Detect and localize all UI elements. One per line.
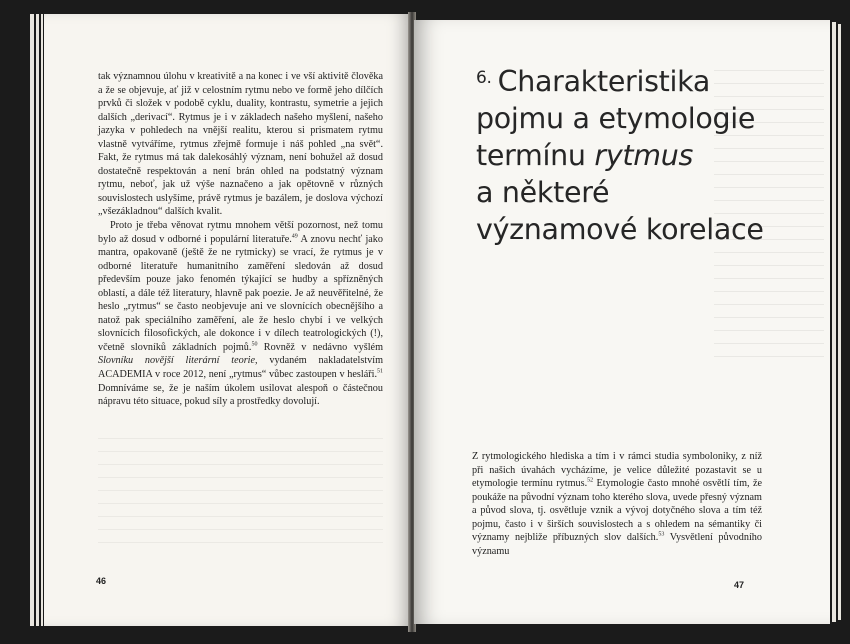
- paragraph: Proto je třeba věnovat rytmu mnohem větší pozornost, než tomu bylo až dosud v odborné i populární literatuře.$^{49}$ A znovu nechť jako mantra, opakovaně (ještě že ne rytmicky) se vrací, že rytmus je v odborné literatuře humanitního zaměření sledován až dosud především pouze jako fenomén týkající se hudby a spřízněných oblastí, a dále též literatury, hlavně pak poezie. Je až neuvěřitelné, že heslo „rytmus“ se často neobjevuje ani ve slovnících obecnějšího a natož pak speciálního zaměření, ale že heslo chybí i ve velkých slovnících filosofických, ale dokonce i v dílech teatrologických (!), včetně slovníků základních pojmů.$^{50}$ Rovněž v nedávno vyšlém Slovníku novější literární teorie, vydaném nakladatelstvím ACADEMIA v roce 2012, není „rytmus“ vůbec zastoupen v hesláři.$^{51}$ Domníváme se, že je naším úkolem usilovat alespoň o částečnou nápravu této situace, pokud síly a prostředky dovolují.: [98, 220, 384, 408]
- page-edge: [30, 14, 34, 626]
- paragraph: Z rytmologického hlediska a tím i v rámci studia symboloniky, z níž při našich úvahách vycházíme, je velice důležité pozastavit se u etymologie termínu rytmus.$^{52}$ Etymologie často mnohé osvětlí tím, že poukáže na původní význam toho kterého slova, uvede přesný význam a původ slova, tj. osvětluje vznik a vývoj dotyčného slova a tím též pojmu, často i v širších souvislostech a s ohledem na sémantiky či významy nejbliže příbuzných slov dalších.$^{53}$ Vysvětlení původního významu: [472, 451, 762, 557]
- left-body-text: [98, 70, 383, 409]
- page-edge: [41, 14, 43, 626]
- paragraph: tak významnou úlohu v kreativitě a na konec i ve vší aktivitě člověka a že se objevuje, ať již v celostním rytmu nebo ve formě jeho dílčích prvků či složek v podobě cyklu, duality, kontrastu, symetrie a jejich dalších „derivací“. Rytmus je i v základech našeho myšlení, našeho jazyka v pohledech na vnější realitu, kterou si prismatem rytmu vlastně vytváříme, rytmus zřejmě formuje i náš pohled „na svět“. Fakt, že rytmus má tak dalekosáhlý význam, není bohužel až dosud dostatečně respektován a není brán ohled na podstatný význam rytmu, neboť, jak už výše naznačeno a jak opětovně v různých souvislostech uslyšíme, právě rytmus je bazálem, je doslova výchozí „všezákladnou“ dalších kvalit.: [98, 71, 383, 218]
- page-number: 47: [734, 580, 745, 590]
- page-edge: [832, 22, 836, 622]
- footnote-ref: 50: [251, 341, 258, 348]
- heading-term: rytmus: [594, 139, 694, 172]
- chapter-number: 6.: [476, 68, 492, 88]
- page-edge: [838, 24, 841, 620]
- footnote-ref: 49: [291, 233, 298, 240]
- right-body-text: [472, 450, 762, 558]
- page-edge: [36, 14, 39, 626]
- footnote-ref: 51: [377, 368, 383, 375]
- right-page: [414, 20, 830, 624]
- chapter-heading: $^{6.}$ Charakteristika pojmu a etymologie termínu rytmus a některé významové korelace: [476, 65, 764, 246]
- footnote-ref: 53: [658, 531, 665, 538]
- footnote-ref: 52: [587, 477, 594, 484]
- left-page: [44, 14, 410, 626]
- page-number: 46: [96, 576, 107, 586]
- book-title: Slovníku novější literární teorie,: [98, 355, 258, 367]
- show-through: [98, 438, 383, 548]
